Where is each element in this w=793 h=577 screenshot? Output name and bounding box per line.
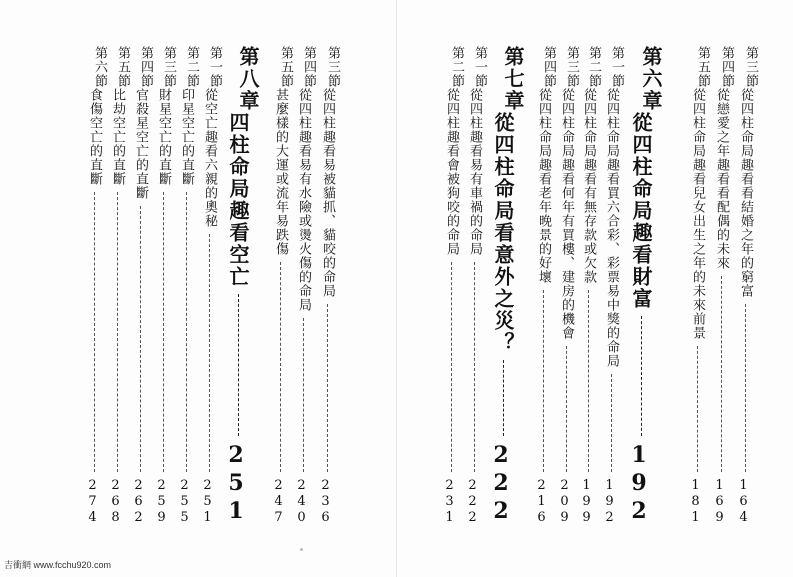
section-title: 從空亡趣看六親的奧秘 [202, 88, 217, 228]
dot-leader [611, 374, 612, 472]
section-number: 第一節 [207, 46, 222, 88]
dot-leader [209, 234, 210, 472]
toc-section-entry [108, 46, 130, 526]
toc-section-entry [442, 46, 464, 526]
dot-leader [163, 192, 164, 472]
dot-leader [566, 346, 567, 472]
page-number: 164 [736, 478, 751, 526]
dot-leader [697, 346, 698, 472]
toc-section-entry [557, 46, 579, 526]
dot-leader [186, 192, 187, 472]
dot-leader [745, 304, 746, 472]
page-number: 274 [85, 478, 100, 526]
toc-section-entry [712, 46, 734, 526]
toc-section-entry [177, 46, 199, 526]
dot-leader [721, 276, 722, 472]
toc-section-entry [534, 46, 556, 526]
section-title: 從四柱趣看易被貓抓、貓咬的命局 [320, 88, 335, 298]
toc-section-entry [602, 46, 624, 526]
section-number: 第四節 [138, 46, 153, 88]
section-title: 從四柱趣看會被狗咬的命局 [444, 88, 459, 256]
section-number: 第二節 [449, 46, 464, 88]
toc-section-entry [200, 46, 222, 526]
section-number: 第五節 [278, 46, 293, 88]
dot-leader [303, 318, 304, 472]
dot-leader [474, 262, 475, 472]
chapter-title: 從四柱命局看意外之災？ [491, 112, 515, 354]
section-number: 第一節 [472, 46, 487, 88]
toc-section-entry [85, 46, 107, 526]
page-number: 231 [442, 478, 457, 526]
page-number: 181 [688, 478, 703, 526]
dot-leader [327, 304, 328, 472]
page-number: 268 [108, 478, 123, 526]
section-title: 從戀愛之年趣看看配偶的未來 [714, 88, 729, 270]
toc-chapter-entry [626, 46, 663, 526]
section-number: 第五節 [695, 46, 710, 88]
chapter-number: 第八章 [236, 46, 260, 112]
dot-leader [94, 192, 95, 472]
toc-section-entry [579, 46, 601, 526]
toc-section-entry [131, 46, 153, 526]
section-number: 第五節 [115, 46, 130, 88]
section-number: 第一節 [609, 46, 624, 88]
toc-section-entry [688, 46, 710, 526]
chapter-title: 四柱命局趣看空亡 [226, 112, 250, 288]
section-number: 第四節 [301, 46, 316, 88]
page-number: 216 [534, 478, 549, 526]
section-title: 官殺星空亡的直斷 [133, 88, 148, 200]
page-number: 192 [626, 442, 652, 526]
page-number: 251 [200, 478, 215, 526]
page-number: 255 [177, 478, 192, 526]
chapter-number: 第六章 [639, 46, 663, 112]
section-number: 第四節 [541, 46, 556, 88]
chapter-title: 從四柱命局趣看財富 [629, 112, 653, 310]
section-number: 第六節 [92, 46, 107, 88]
toc-section-entry [294, 46, 316, 526]
page-number: 236 [318, 478, 333, 526]
page-number: 247 [271, 478, 286, 526]
section-title: 甚麼樣的大運或流年易跌傷 [273, 88, 288, 256]
section-title: 從四柱趣看易有水險或燙火傷的命局 [296, 88, 311, 312]
section-number: 第三節 [743, 46, 758, 88]
toc-section-entry [465, 46, 487, 526]
toc-section-entry [736, 46, 758, 526]
page-number: 222 [465, 478, 480, 526]
page-number: 199 [579, 478, 594, 526]
section-title: 從四柱命局趣看有無存款或欠款 [581, 88, 596, 284]
page-number: 251 [223, 442, 249, 526]
toc-section-entry [154, 46, 176, 526]
page-number: 192 [602, 478, 617, 526]
section-number: 第四節 [719, 46, 734, 88]
toc-chapter-entry [488, 46, 525, 526]
section-number: 第二節 [586, 46, 601, 88]
section-title: 食傷空亡的直斷 [87, 88, 102, 186]
dot-leader [543, 290, 544, 472]
toc-section-entry [318, 46, 340, 526]
page-number: 240 [294, 478, 309, 526]
page-number: 169 [712, 478, 727, 526]
section-title: 從四柱命局趣看何年有買樓、建房的機會 [559, 88, 574, 340]
section-title: 比劫空亡的直斷 [110, 88, 125, 186]
section-number: 第三節 [564, 46, 579, 88]
section-title: 從四柱趣看易有車禍的命局 [467, 88, 482, 256]
dot-leader [588, 290, 589, 472]
dot-leader [503, 360, 504, 436]
section-title: 從四柱命局趣看看結婚之年的窮富 [738, 88, 753, 298]
page-speck [300, 548, 303, 551]
dot-leader [280, 262, 281, 472]
section-title: 財星空亡的直斷 [156, 88, 171, 186]
page-number: 262 [131, 478, 146, 526]
page-number: 209 [557, 478, 572, 526]
section-title: 從四柱命局趣看兒女出生之年的未來前景 [690, 88, 705, 340]
page-number: 222 [488, 442, 514, 526]
footer-watermark: 吉衝網 www.fcchu920.com [4, 560, 112, 570]
dot-leader [641, 316, 642, 436]
dot-leader [117, 192, 118, 472]
section-number: 第三節 [325, 46, 340, 88]
dot-leader [238, 294, 239, 436]
toc-section-entry [271, 46, 293, 526]
section-title: 從四柱命局趣看買六合彩、彩票易中獎的命局 [604, 88, 619, 368]
section-title: 印星空亡的直斷 [179, 88, 194, 186]
chapter-number: 第七章 [501, 46, 525, 112]
dot-leader [140, 206, 141, 472]
section-title: 從四柱命局趣看老年晚景的好壞 [536, 88, 551, 284]
dot-leader [451, 262, 452, 472]
page-number: 259 [154, 478, 169, 526]
section-number: 第二節 [184, 46, 199, 88]
toc-chapter-entry [223, 46, 260, 526]
section-number: 第三節 [161, 46, 176, 88]
